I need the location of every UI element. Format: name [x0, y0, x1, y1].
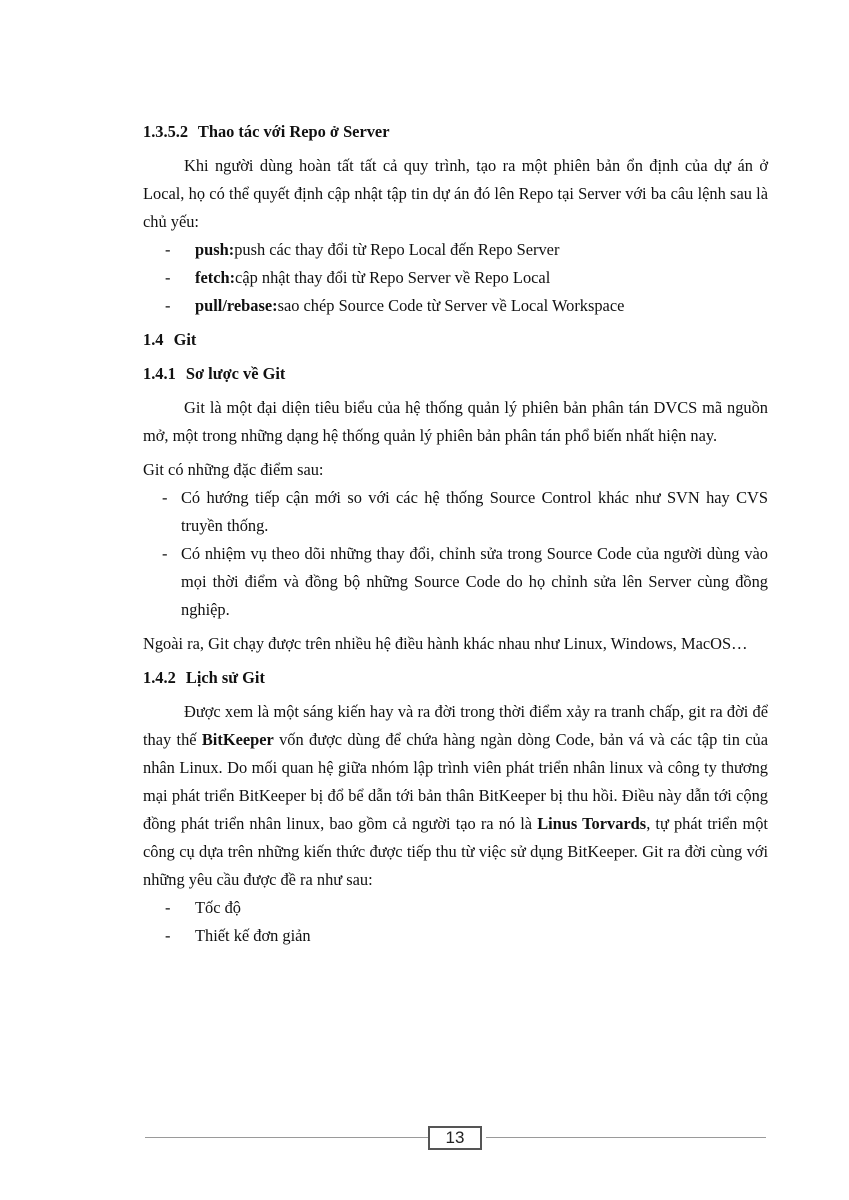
paragraph-repo-server-intro: Khi người dùng hoàn tất tất cả quy trình, tạo ra một phiên bản ổn định của dự án ở Local, họ có thể quyết định cập nhật tập tin dự án đó lên Repo tại Server với ba câu lệnh sau là chủ yếu: — [143, 156, 768, 231]
command-desc: push các thay đổi từ Repo Local đến Repo Server — [234, 240, 560, 259]
requirement-text: Thiết kế đơn giản — [195, 926, 311, 945]
feature-text: Có hướng tiếp cận mới so với các hệ thống Source Control khác như SVN hay CVS truyền thống. — [181, 488, 768, 535]
text-segment: Được xem là một sáng kiến hay và ra đời trong thời điểm xảy ra tranh chấp, git ra đời để thay thế — [143, 702, 768, 749]
footer-rule-right — [486, 1137, 766, 1138]
heading-1-4 — [143, 326, 768, 354]
command-name: fetch: — [195, 268, 236, 287]
list-item-pull-rebase — [143, 292, 768, 320]
list-dash: - — [165, 926, 171, 945]
requirement-text: Tốc độ — [195, 898, 241, 917]
command-desc: cập nhật thay đổi từ Repo Server về Repo Local — [235, 268, 551, 287]
heading-number: 1.4 — [143, 330, 164, 349]
list-item-feature — [143, 484, 768, 540]
heading-title: Git — [173, 330, 197, 349]
heading-title: Lịch sử Git — [185, 668, 265, 687]
page-content — [143, 118, 768, 950]
list-item-feature — [143, 540, 768, 624]
heading-title: Sơ lược về Git — [185, 364, 286, 383]
footer-rule-left — [145, 1137, 428, 1138]
paragraph-git-history — [143, 698, 768, 894]
heading-1-4-1 — [143, 360, 768, 388]
command-desc: sao chép Source Code từ Server về Local Workspace — [277, 296, 625, 315]
text-segment: , tự phát triển một công cụ dựa trên những kiến thức được tiếp thu từ việc sử dụng BitKeeper. Git ra đời cùng với những yêu cầu được đề ra như sau: — [143, 814, 768, 889]
page-number: 13 — [445, 1128, 465, 1147]
list-dash: - — [162, 544, 168, 563]
list-item-requirement — [143, 922, 768, 950]
heading-1-4-2 — [143, 664, 768, 692]
list-item-push — [143, 236, 768, 264]
heading-1-3-5-2 — [143, 118, 768, 146]
heading-number: 1.4.2 — [143, 668, 176, 687]
heading-number: 1.4.1 — [143, 364, 176, 383]
feature-list — [143, 484, 768, 624]
list-dash: - — [162, 488, 168, 507]
command-name: push: — [195, 240, 235, 259]
list-item-requirement — [143, 894, 768, 922]
list-dash: - — [165, 240, 171, 259]
list-dash: - — [165, 898, 171, 917]
paragraph-git-overview: Git là một đại diện tiêu biểu của hệ thống quản lý phiên bản phân tán DVCS mã nguồn mở, một trong những dạng hệ thống quản lý phiên bản phân tán phổ biến nhất hiện nay. — [143, 398, 768, 445]
feature-text: Có nhiệm vụ theo dõi những thay đổi, chỉnh sửa trong Source Code của người dùng vào mọi thời điểm và đồng bộ những Source Code do họ chỉnh sửa lên Server cùng đồng nghiệp. — [181, 544, 768, 619]
requirement-list — [143, 894, 768, 950]
heading-number: 1.3.5.2 — [143, 122, 189, 141]
command-list — [143, 236, 768, 320]
page-number-box — [428, 1126, 482, 1150]
list-dash: - — [165, 296, 171, 315]
heading-title: Thao tác với Repo ở Server — [197, 122, 390, 141]
list-dash: - — [165, 268, 171, 287]
text-segment: vốn được dùng để chứa hàng ngàn dòng Code, bản vá và các tập tin của nhân Linux. Do mối quan hệ giữa nhóm lập trình viên phát triển nhân linux và công ty thương mại phát triển BitKeeper bị đổ bể dẫn tới bản thân BitKeeper bị thu hồi. Điều này dẫn tới cộng đồng phát triển nhân linux, bao gồm cả người tạo ra nó là — [143, 730, 768, 833]
bold-term-bitkeeper: BitKeeper — [201, 730, 274, 749]
paragraph-platforms: Ngoài ra, Git chạy được trên nhiều hệ điều hành khác nhau như Linux, Windows, MacOS… — [143, 634, 748, 653]
bold-term-linus-torvards: Linus Torvards — [537, 814, 647, 833]
list-item-fetch — [143, 264, 768, 292]
command-name: pull/rebase: — [195, 296, 278, 315]
paragraph-features-lead: Git có những đặc điểm sau: — [143, 460, 324, 479]
